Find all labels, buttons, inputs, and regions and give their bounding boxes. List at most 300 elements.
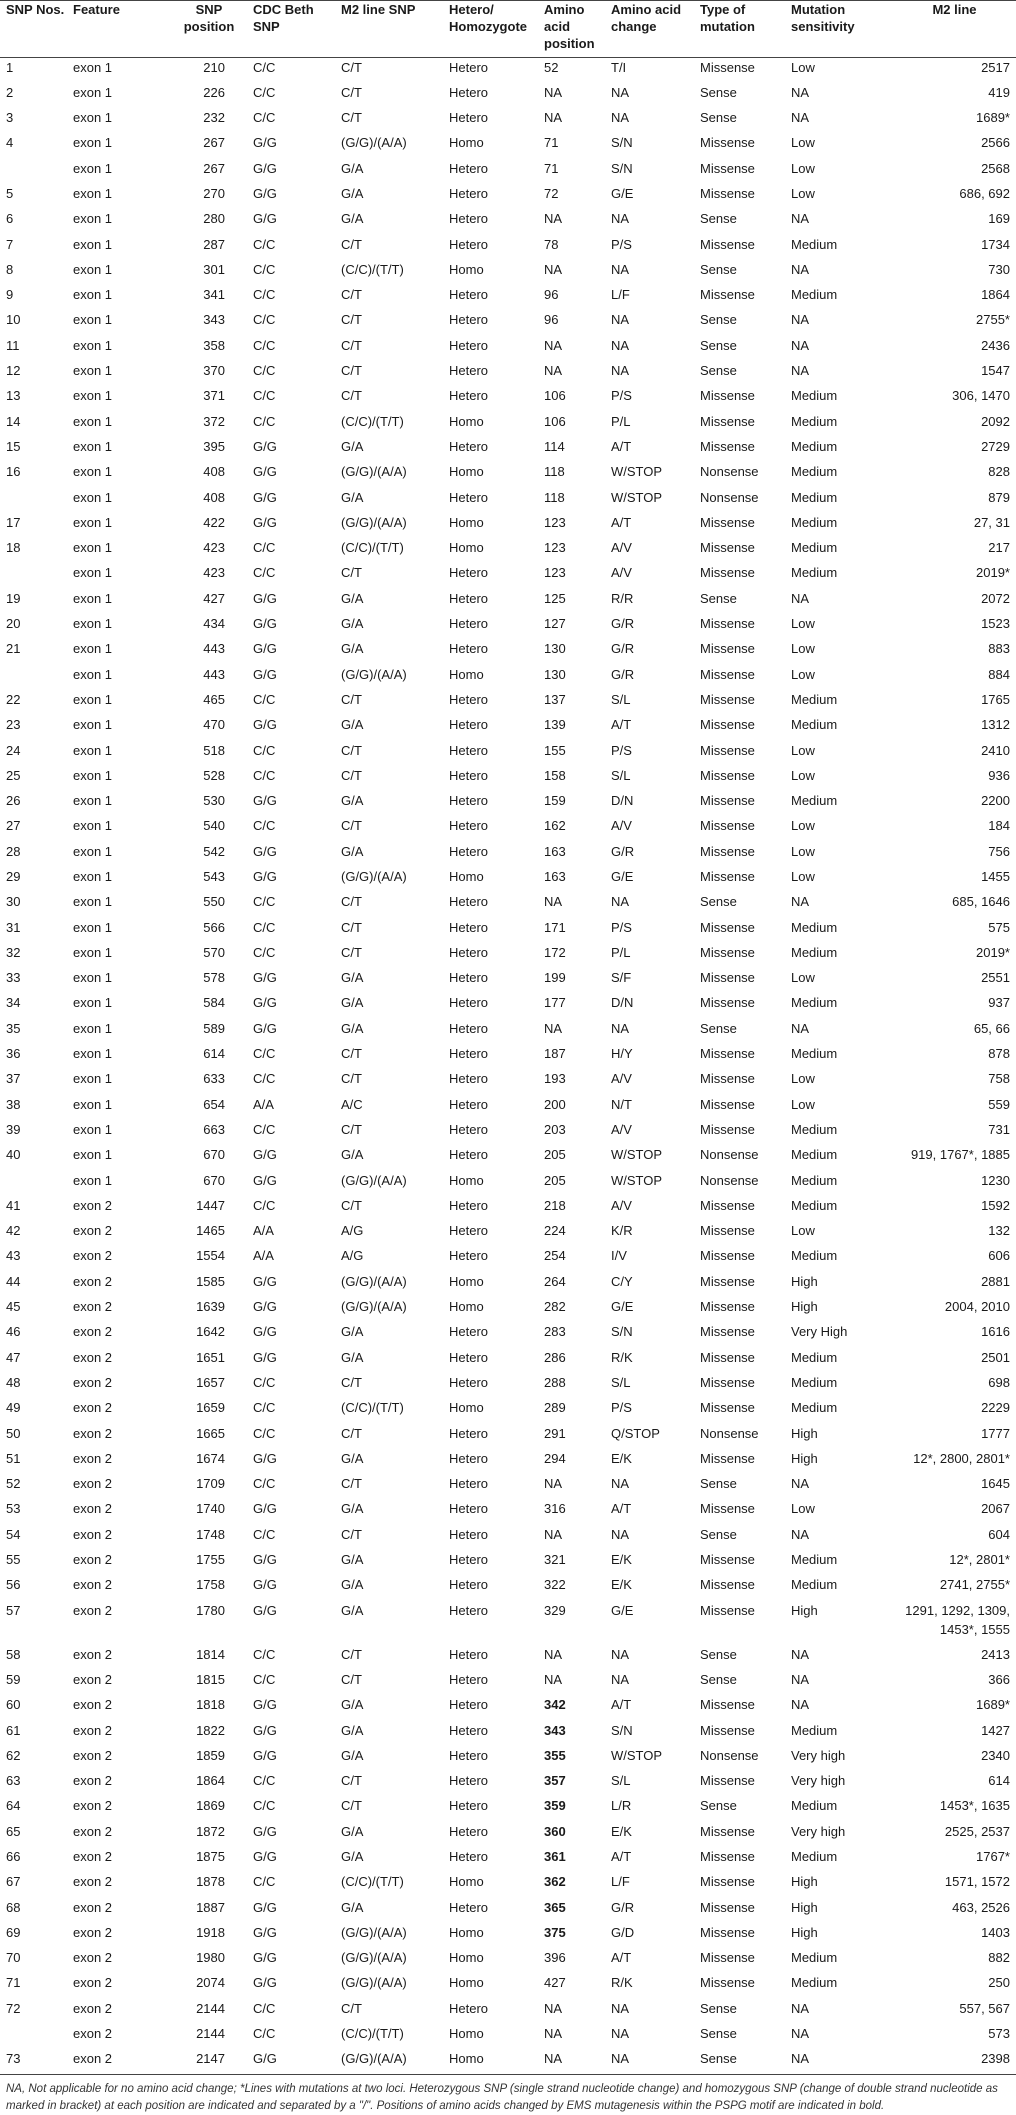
cell-amino-acid-change: T/I	[611, 60, 627, 75]
cell-snp-no: 23	[6, 717, 21, 733]
cell-zygosity: Homo	[443, 2049, 538, 2074]
cell-m2-line: 250	[988, 1975, 1010, 1991]
cell-zygosity: Homo	[449, 1874, 484, 1890]
col-header-feature: Feature	[67, 1, 165, 58]
cell-feature: exon 1	[73, 135, 113, 151]
cell-amino-acid-change: NA	[605, 2049, 694, 2074]
cell-cdc-beth-snp: C/C	[253, 565, 276, 581]
cell-mutation-sensitivity: Low	[791, 970, 815, 986]
cell-m2-line: 575	[988, 919, 1010, 935]
cell-cdc-beth-snp: A/A	[253, 1248, 274, 1264]
cell-amino-acid-position: 375	[544, 1924, 566, 1940]
cell-zygosity: Hetero	[449, 438, 489, 454]
table-row	[0, 285, 1016, 310]
cell-cdc-beth-snp: G/G	[253, 869, 277, 884]
cell-feature: exon 2	[73, 2000, 113, 2016]
cell-feature: exon 1	[73, 944, 113, 960]
cell-amino-acid-position: 286	[544, 1349, 566, 1365]
cell-zygosity: Hetero	[449, 110, 489, 126]
cell-zygosity: Hetero	[449, 1071, 489, 1087]
cell-amino-acid-change: A/T	[611, 1848, 632, 1864]
cell-amino-acid-change: S/L	[611, 767, 631, 783]
cell-cdc-beth-snp: G/G	[253, 1722, 277, 1738]
cell-snp-position: 1447	[196, 1197, 225, 1213]
cell-zygosity: Hetero	[449, 211, 489, 227]
cell-snp-no: 16	[6, 464, 21, 480]
cell-snp-no: 3	[6, 110, 14, 126]
cell-amino-acid-change: H/Y	[611, 1046, 633, 1062]
cell-snp-position: 1651	[196, 1349, 225, 1365]
cell-snp-position: 232	[203, 110, 225, 126]
col-header-m2-line-snp: M2 line SNP	[335, 1, 443, 58]
cell-amino-acid-change: A/T	[611, 1697, 632, 1713]
cell-amino-acid-position: NA	[544, 110, 563, 126]
cell-mutation-type: Missense	[700, 944, 755, 960]
cell-feature: exon 1	[73, 717, 113, 733]
cell-mutation-sensitivity: Medium	[791, 287, 838, 303]
cell-cdc-beth-snp: C/C	[253, 1476, 276, 1492]
table-row	[0, 513, 1016, 538]
cell-snp-no: 22	[6, 691, 21, 707]
cell-mutation-type: Missense	[700, 1299, 755, 1315]
cell-mutation-sensitivity: Low	[791, 60, 815, 75]
cell-feature: exon 1	[73, 110, 113, 126]
cell-amino-acid-position: 365	[544, 1899, 566, 1915]
cell-amino-acid-change: A/T	[611, 1501, 632, 1517]
cell-snp-no: 70	[6, 1950, 21, 1966]
cell-cdc-beth-snp: C/C	[253, 1526, 276, 1542]
cell-amino-acid-change: G/R	[611, 641, 635, 657]
cell-feature: exon 2	[73, 1526, 113, 1542]
cell-m2-line-snp: C/T	[341, 1773, 362, 1789]
cell-mutation-sensitivity: NA	[791, 110, 810, 126]
cell-mutation-type: Missense	[700, 60, 755, 75]
cell-m2-line-snp: C/T	[341, 1374, 362, 1390]
cell-snp-position: 358	[203, 337, 225, 353]
cell-snp-no: 55	[6, 1552, 21, 1568]
cell-mutation-sensitivity: High	[791, 1425, 818, 1441]
cell-m2-line: 2741, 2755*	[939, 1577, 1010, 1593]
table-row	[0, 1601, 1016, 1645]
cell-feature: exon 1	[73, 869, 113, 884]
cell-amino-acid-change: NA	[611, 1646, 630, 1662]
cell-m2-line-snp: C/T	[341, 1646, 362, 1662]
cell-cdc-beth-snp: A/A	[253, 1223, 274, 1239]
cell-m2-line: 883	[988, 641, 1010, 657]
cell-mutation-sensitivity: Medium	[791, 1172, 838, 1188]
cell-feature: exon 1	[73, 287, 113, 303]
cell-cdc-beth-snp: C/C	[253, 110, 276, 126]
cell-snp-position: 423	[203, 565, 225, 581]
cell-snp-no: 65	[6, 1823, 21, 1839]
cell-mutation-type: Sense	[700, 894, 737, 910]
cell-mutation-sensitivity: High	[791, 1602, 818, 1618]
cell-mutation-sensitivity: Medium	[791, 1248, 838, 1264]
cell-mutation-sensitivity: Very high	[791, 1773, 846, 1789]
cell-m2-line-snp: A/G	[341, 1248, 364, 1264]
cell-snp-position: 1780	[196, 1602, 225, 1618]
cell-mutation-type: Missense	[700, 1602, 755, 1618]
cell-amino-acid-position: NA	[544, 1671, 563, 1687]
cell-m2-line-snp: C/T	[341, 742, 362, 758]
cell-snp-no: 13	[6, 388, 21, 404]
cell-zygosity: Hetero	[449, 1248, 489, 1264]
cell-zygosity: Hetero	[449, 1121, 489, 1137]
cell-amino-acid-change: L/R	[611, 1798, 632, 1814]
cell-mutation-type: Missense	[700, 185, 755, 201]
cell-snp-no: 24	[6, 742, 21, 758]
cell-feature: exon 1	[73, 565, 113, 581]
cell-snp-no: 54	[6, 1526, 21, 1542]
cell-mutation-sensitivity: Very High	[791, 1324, 848, 1340]
cell-mutation-type: Missense	[700, 1501, 755, 1517]
table-row	[0, 108, 1016, 133]
col-header-snp-position: SNP position	[165, 1, 247, 58]
cell-feature: exon 2	[73, 1450, 113, 1466]
cell-amino-acid-position: 283	[544, 1324, 566, 1340]
cell-m2-line: 184	[988, 818, 1010, 834]
cell-m2-line-snp: G/A	[341, 185, 364, 201]
cell-snp-position: 1980	[196, 1950, 225, 1966]
cell-feature: exon 1	[73, 211, 113, 227]
cell-snp-no: 44	[6, 1273, 21, 1289]
cell-feature: exon 1	[73, 919, 113, 935]
cell-mutation-type: Missense	[700, 236, 755, 252]
cell-cdc-beth-snp: C/C	[253, 1400, 276, 1416]
cell-feature: exon 1	[73, 514, 113, 530]
cell-feature: exon 1	[73, 363, 113, 379]
cell-mutation-sensitivity: Low	[791, 641, 815, 657]
cell-feature: exon 2	[73, 1874, 113, 1890]
cell-snp-no: 34	[6, 995, 21, 1011]
cell-cdc-beth-snp: G/G	[253, 1975, 277, 1991]
cell-amino-acid-change: N/T	[611, 1096, 632, 1112]
cell-amino-acid-change: R/K	[611, 1349, 633, 1365]
cell-amino-acid-position: NA	[544, 1646, 563, 1662]
cell-zygosity: Hetero	[449, 60, 489, 75]
cell-feature: exon 1	[73, 995, 113, 1011]
cell-snp-position: 2144	[196, 2000, 225, 2016]
cell-m2-line-snp: (C/C)/(T/T)	[341, 540, 404, 556]
cell-m2-line: 1767*	[976, 1848, 1010, 1864]
cell-m2-line-snp: G/A	[341, 970, 364, 986]
cell-snp-no: 29	[6, 869, 21, 884]
cell-m2-line: 1765	[981, 691, 1010, 707]
table-row	[0, 1746, 1016, 1771]
cell-snp-position: 1665	[196, 1425, 225, 1441]
cell-snp-position: 1585	[196, 1273, 225, 1289]
cell-feature: exon 1	[73, 261, 113, 277]
cell-m2-line: 2067	[981, 1501, 1010, 1517]
cell-amino-acid-position: 224	[544, 1223, 566, 1239]
table-row	[0, 842, 1016, 867]
cell-cdc-beth-snp: G/G	[253, 843, 277, 859]
cell-m2-line: 1523	[981, 616, 1010, 632]
cell-zygosity: Homo	[449, 261, 484, 277]
cell-mutation-sensitivity: Low	[791, 1096, 815, 1112]
cell-mutation-sensitivity: Medium	[791, 717, 838, 733]
cell-m2-line: 1645	[981, 1476, 1010, 1492]
cell-m2-line-snp: C/T	[341, 110, 362, 126]
cell-feature: exon 1	[73, 666, 113, 682]
cell-m2-line: 1777	[981, 1425, 1010, 1441]
cell-amino-acid-change: NA	[611, 84, 630, 100]
cell-amino-acid-change: K/R	[611, 1223, 633, 1239]
cell-zygosity: Hetero	[449, 1324, 489, 1340]
table-row	[0, 437, 1016, 462]
cell-feature: exon 1	[73, 60, 113, 75]
table-row	[0, 766, 1016, 791]
cell-mutation-sensitivity: Low	[791, 742, 815, 758]
cell-feature: exon 2	[73, 2026, 113, 2042]
cell-m2-line: 828	[988, 464, 1010, 480]
cell-snp-position: 372	[203, 413, 225, 429]
cell-zygosity: Homo	[449, 1975, 484, 1991]
cell-feature: exon 1	[73, 894, 113, 910]
cell-zygosity: Hetero	[449, 2000, 489, 2016]
cell-mutation-sensitivity: High	[791, 1450, 818, 1466]
cell-feature: exon 2	[73, 1823, 113, 1839]
cell-zygosity: Hetero	[449, 995, 489, 1011]
cell-cdc-beth-snp: G/G	[253, 1577, 277, 1593]
cell-m2-line: 2200	[981, 793, 1010, 809]
cell-m2-line-snp: C/T	[341, 363, 362, 379]
cell-snp-position: 1674	[196, 1450, 225, 1466]
cell-cdc-beth-snp: C/C	[253, 691, 276, 707]
cell-snp-position: 443	[203, 666, 225, 682]
cell-mutation-type: Nonsense	[700, 464, 759, 480]
cell-m2-line-snp: G/A	[341, 489, 364, 505]
table-row	[0, 1246, 1016, 1271]
cell-mutation-sensitivity: Low	[791, 1223, 815, 1239]
cell-m2-line-snp: (G/G)/(A/A)	[341, 869, 407, 884]
cell-zygosity: Hetero	[449, 1223, 489, 1239]
cell-amino-acid-position: 321	[544, 1552, 566, 1568]
cell-amino-acid-position: NA	[544, 1526, 563, 1542]
cell-snp-no: 21	[6, 641, 21, 657]
cell-zygosity: Hetero	[449, 312, 489, 328]
cell-m2-line: 27, 31	[973, 514, 1010, 530]
cell-m2-line-snp: C/T	[341, 60, 362, 75]
cell-zygosity: Hetero	[449, 1046, 489, 1062]
col-header-cdc-beth-snp: CDC Beth SNP	[247, 1, 335, 58]
cell-amino-acid-position: 123	[544, 514, 566, 530]
cell-m2-line-snp: C/T	[341, 894, 362, 910]
cell-m2-line: 1455	[981, 869, 1010, 884]
cell-zygosity: Hetero	[449, 1697, 489, 1713]
cell-mutation-sensitivity: NA	[791, 211, 810, 227]
cell-m2-line-snp: (G/G)/(A/A)	[341, 1299, 407, 1315]
cell-cdc-beth-snp: C/C	[253, 84, 276, 100]
cell-m2-line-snp: C/T	[341, 312, 362, 328]
cell-snp-no	[0, 665, 67, 690]
cell-snp-position: 1887	[196, 1899, 225, 1915]
cell-m2-line-snp: A/C	[341, 1096, 363, 1112]
cell-amino-acid-change: G/D	[611, 1924, 635, 1940]
col-header-snp-nos: SNP Nos.	[0, 1, 67, 58]
cell-zygosity: Hetero	[449, 1646, 489, 1662]
cell-mutation-type: Sense	[700, 2026, 737, 2042]
cell-m2-line: 1571, 1572	[944, 1874, 1010, 1890]
cell-mutation-type: Missense	[700, 1324, 755, 1340]
cell-snp-position: 1822	[196, 1722, 225, 1738]
cell-snp-position: 1918	[196, 1924, 225, 1940]
cell-snp-no	[0, 488, 67, 513]
cell-feature: exon 1	[73, 970, 113, 986]
cell-snp-no: 67	[6, 1874, 21, 1890]
cell-amino-acid-change: W/STOP	[611, 464, 663, 480]
cell-snp-no: 15	[6, 438, 21, 454]
cell-feature: exon 1	[73, 337, 113, 353]
cell-m2-line: 919, 1767*, 1885	[910, 1147, 1010, 1163]
cell-amino-acid-change: A/V	[611, 1071, 632, 1087]
cell-m2-line: 132	[988, 1223, 1010, 1239]
cell-amino-acid-position: 264	[544, 1273, 566, 1289]
cell-mutation-sensitivity: Medium	[791, 1400, 838, 1416]
cell-snp-position: 422	[203, 514, 225, 530]
cell-feature: exon 1	[73, 1096, 113, 1112]
cell-m2-line-snp: G/A	[341, 1450, 364, 1466]
cell-feature: exon 1	[73, 641, 113, 657]
cell-amino-acid-position: 106	[544, 388, 566, 404]
cell-mutation-sensitivity: Very high	[791, 1747, 846, 1763]
cell-mutation-type: Missense	[700, 135, 755, 151]
cell-feature: exon 2	[73, 1924, 113, 1940]
cell-snp-position: 1814	[196, 1646, 225, 1662]
cell-snp-no: 52	[6, 1476, 21, 1492]
table-row	[0, 1373, 1016, 1398]
cell-amino-acid-change: G/R	[611, 843, 635, 859]
cell-m2-line-snp: C/T	[341, 944, 362, 960]
cell-zygosity: Hetero	[449, 944, 489, 960]
cell-snp-no: 7	[6, 236, 14, 252]
cell-m2-line: 2072	[981, 590, 1010, 606]
cell-amino-acid-change: S/L	[611, 1773, 631, 1789]
cell-feature: exon 2	[73, 1950, 113, 1966]
cell-zygosity: Hetero	[449, 818, 489, 834]
cell-cdc-beth-snp: G/G	[253, 160, 277, 176]
table-row	[0, 943, 1016, 968]
cell-amino-acid-position: NA	[544, 2026, 563, 2042]
cell-mutation-type: Missense	[700, 1248, 755, 1264]
cell-snp-position: 1642	[196, 1324, 225, 1340]
cell-mutation-sensitivity: High	[791, 1299, 818, 1315]
cell-mutation-type: Missense	[700, 160, 755, 176]
cell-feature: exon 2	[73, 1248, 113, 1264]
cell-m2-line: 1291, 1292, 1309, 1453*, 1555	[905, 1602, 1010, 1637]
cell-feature: exon 1	[73, 742, 113, 758]
col-header-amino-acid-change: Amino acid change	[605, 1, 694, 58]
cell-amino-acid-change: A/V	[611, 540, 632, 556]
cell-snp-no: 30	[6, 894, 21, 910]
cell-snp-no: 64	[6, 1798, 21, 1814]
cell-snp-no: 8	[6, 261, 14, 277]
cell-mutation-sensitivity: Low	[791, 135, 815, 151]
cell-m2-line: 1689*	[976, 1697, 1010, 1713]
table-row	[0, 1973, 1016, 1998]
cell-amino-acid-change: NA	[611, 2026, 630, 2042]
cell-amino-acid-position: 343	[544, 1722, 566, 1738]
cell-amino-acid-position: 72	[544, 185, 559, 201]
cell-mutation-type: Missense	[700, 691, 755, 707]
cell-feature: exon 1	[73, 691, 113, 707]
cell-cdc-beth-snp: G/G	[253, 185, 277, 201]
cell-snp-position: 287	[203, 236, 225, 252]
cell-snp-no	[0, 2024, 67, 2049]
cell-cdc-beth-snp: G/G	[253, 1450, 277, 1466]
cell-cdc-beth-snp: C/C	[253, 1046, 276, 1062]
cell-mutation-type: Missense	[700, 919, 755, 935]
cell-snp-position: 1872	[196, 1823, 225, 1839]
cell-snp-position: 1748	[196, 1526, 225, 1542]
cell-feature: exon 1	[73, 464, 113, 480]
cell-amino-acid-change: NA	[611, 1476, 630, 1492]
table-row	[0, 538, 1016, 563]
cell-snp-position: 341	[203, 287, 225, 303]
cell-snp-position: 1755	[196, 1552, 225, 1568]
cell-mutation-type: Nonsense	[700, 1147, 759, 1163]
cell-amino-acid-change: NA	[611, 363, 630, 379]
cell-feature: exon 2	[73, 1374, 113, 1390]
cell-m2-line-snp: C/T	[341, 1425, 362, 1441]
table-row	[0, 1398, 1016, 1423]
cell-mutation-type: Nonsense	[700, 489, 759, 505]
cell-mutation-sensitivity: High	[791, 1924, 818, 1940]
cell-m2-line-snp: G/A	[341, 843, 364, 859]
cell-m2-line: 2019*	[976, 944, 1010, 960]
cell-snp-no: 1	[6, 60, 14, 75]
cell-m2-line: 604	[988, 1526, 1010, 1542]
cell-m2-line-snp: C/T	[341, 287, 362, 303]
cell-m2-line-snp: (G/G)/(A/A)	[341, 514, 407, 530]
cell-m2-line: 573	[988, 2026, 1010, 2042]
cell-cdc-beth-snp: G/G	[253, 135, 277, 151]
cell-cdc-beth-snp: C/C	[253, 413, 276, 429]
cell-snp-no: 37	[6, 1071, 21, 1087]
table-row	[0, 412, 1016, 437]
cell-feature: exon 2	[73, 1197, 113, 1213]
cell-feature: exon 2	[73, 1552, 113, 1568]
table-row	[0, 1069, 1016, 1094]
cell-snp-no: 6	[6, 211, 14, 227]
cell-amino-acid-position: 205	[544, 1147, 566, 1163]
cell-cdc-beth-snp: C/C	[253, 236, 276, 252]
cell-amino-acid-change: G/E	[611, 869, 634, 884]
cell-mutation-type: Missense	[700, 1121, 755, 1137]
cell-snp-position: 423	[203, 540, 225, 556]
cell-amino-acid-position: NA	[544, 1020, 563, 1036]
table-row	[0, 1550, 1016, 1575]
cell-zygosity: Hetero	[449, 185, 489, 201]
col-header-m2-line: M2 line	[887, 1, 1016, 58]
cell-mutation-sensitivity: Medium	[791, 1046, 838, 1062]
cell-mutation-sensitivity: NA	[791, 1671, 810, 1687]
cell-zygosity: Homo	[449, 1950, 484, 1966]
cell-mutation-sensitivity: NA	[791, 1646, 810, 1662]
cell-mutation-type: Missense	[700, 1823, 755, 1839]
table-row	[0, 386, 1016, 411]
cell-snp-no: 72	[6, 2000, 21, 2016]
table-row	[0, 2024, 1016, 2049]
cell-amino-acid-position: 172	[544, 944, 566, 960]
cell-amino-acid-change: G/E	[611, 1602, 634, 1618]
cell-snp-position: 540	[203, 818, 225, 834]
cell-feature: exon 2	[73, 1349, 113, 1365]
table-row	[0, 563, 1016, 588]
cell-amino-acid-change: E/K	[611, 1450, 632, 1466]
cell-cdc-beth-snp: C/C	[253, 1071, 276, 1087]
cell-feature: exon 2	[73, 1501, 113, 1517]
